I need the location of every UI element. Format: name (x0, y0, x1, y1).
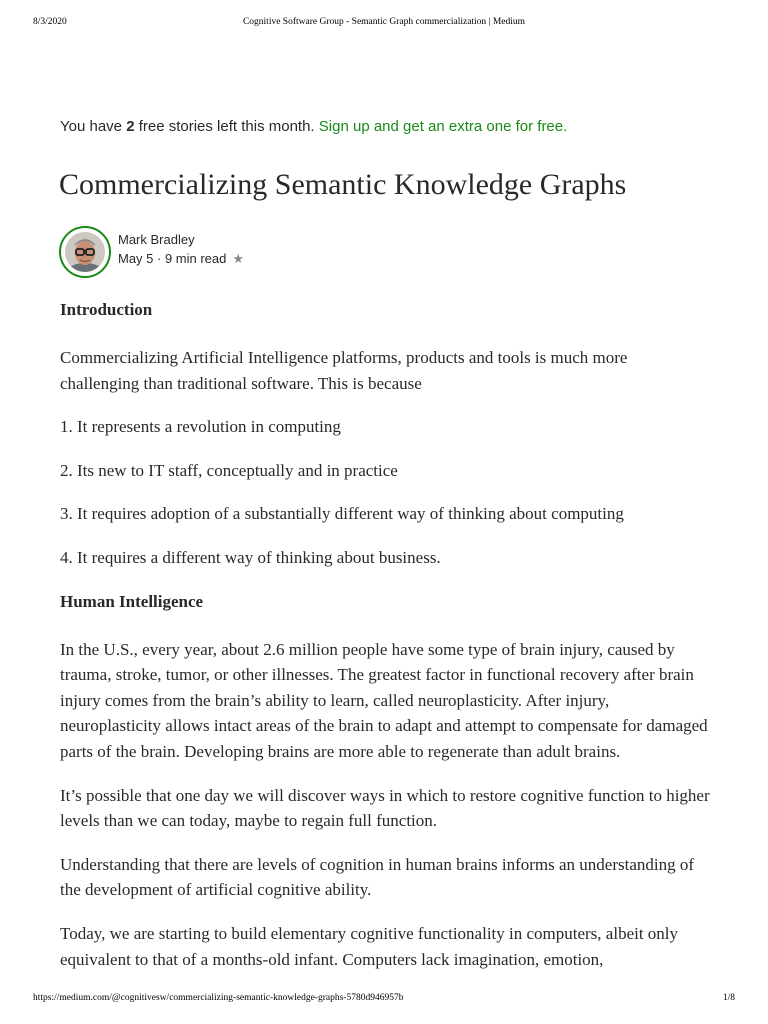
print-page-number: 1/8 (722, 993, 735, 1003)
body-paragraph: It’s possible that one day we will discover ways in which to restore cognitive function to higher levels than we can today, maybe to regain full function. (60, 785, 710, 831)
list-item: 4. It requires a different way of thinking about business. (60, 547, 441, 567)
author-block (59, 226, 359, 278)
signup-link[interactable]: Sign up and get an extra one for free. (318, 118, 568, 135)
author-meta (118, 251, 244, 267)
publish-date-readtime: May 5 · 9 min read (118, 251, 227, 266)
avatar-ring[interactable] (59, 226, 111, 278)
heading-human-intelligence: Human Intelligence (60, 591, 204, 611)
print-url: https://medium.com/@cognitivesw/commercializing-semantic-knowledge-graphs-5780d946957b (33, 993, 404, 1003)
body-paragraph: In the U.S., every year, about 2.6 million people have some type of brain injury, caused by trauma, stroke, tumor, or other illnesses. The greatest factor in functional recovery after brain injury comes from the brain’s ability to learn, called neuroplasticity. After injury, neuroplasticity allows intact areas of the brain to adapt and attempt to compensate for damaged parts of the brain. Developing brains are more able to regenerate than adult brains. (60, 639, 708, 761)
free-stories-banner (60, 118, 567, 135)
intro-paragraph: Commercializing Artificial Intelligence platforms, products and tools is much more challenging than traditional software. This is because (60, 348, 628, 393)
article-title: Commercializing Semantic Knowledge Graphs (59, 168, 627, 201)
print-date: 8/3/2020 (33, 17, 67, 27)
banner-suffix: free stories left this month. (134, 118, 319, 135)
body-paragraph: Understanding that there are levels of cognition in human brains informs an understanding of the development of artificial cognitive ability. (60, 854, 695, 900)
list-item: 3. It requires adoption of a substantially different way of thinking about computing (60, 504, 624, 524)
list-item: 2. Its new to IT staff, conceptually and in practice (60, 460, 398, 480)
banner-prefix: You have (60, 118, 127, 135)
article-body (60, 297, 710, 990)
star-icon: ★ (232, 251, 245, 266)
body-paragraph: Today, we are starting to build elementary cognitive functionality in computers, albeit only equivalent to that of a months-old infant. Computers lack imagination, emotion, (60, 923, 679, 969)
author-name[interactable]: Mark Bradley (118, 232, 195, 247)
print-header (0, 17, 768, 31)
print-page-title: Cognitive Software Group - Semantic Graph commercialization | Medium (242, 17, 526, 27)
avatar[interactable] (65, 232, 105, 272)
banner-count: 2 (126, 118, 135, 135)
heading-introduction: Introduction (60, 300, 153, 319)
author-photo-icon (65, 232, 105, 272)
print-footer (0, 993, 768, 1007)
list-item: 1. It represents a revolution in computing (60, 417, 341, 437)
